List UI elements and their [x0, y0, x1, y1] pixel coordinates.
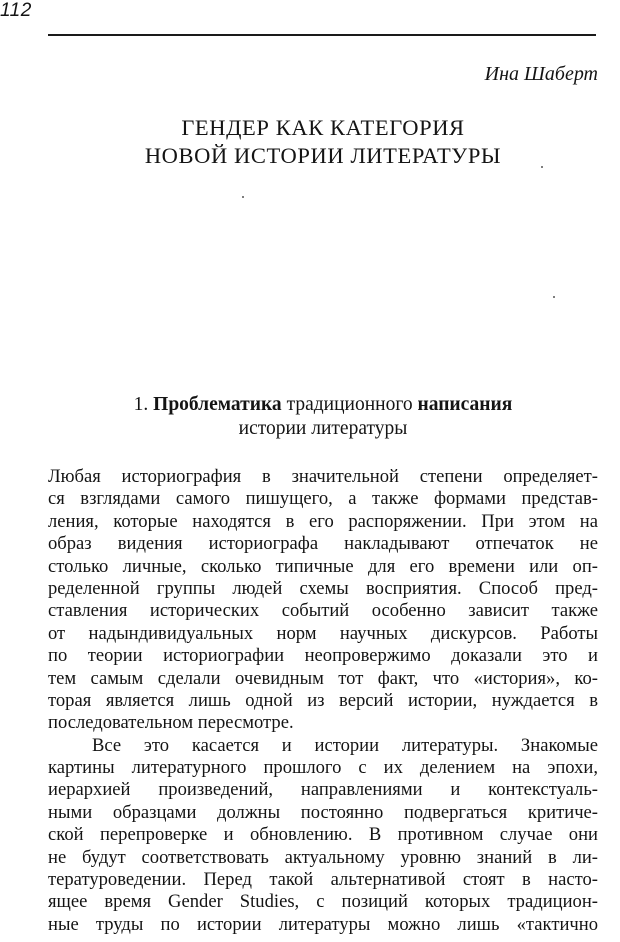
text-line: ставления исторических событий особенно зависит также — [48, 600, 598, 622]
section-heading-line-2: истории литературы — [238, 418, 408, 439]
text-line: тем самым сделали очевидным тот факт, что «история», ко- — [48, 667, 598, 689]
scan-speck — [553, 296, 555, 298]
text-line: ящее время Gender Studies, с позиций которых традицион- — [48, 891, 598, 913]
section-heading-plain: традиционного — [286, 394, 413, 415]
text-line: тературоведении. Перед такой альтернативой стоят в насто- — [48, 869, 598, 891]
text-line: ся взглядами самого пишущего, а также формами представ- — [48, 488, 598, 510]
paragraph — [48, 466, 598, 735]
text-line: ской перепроверке и обновлению. В противном случае они — [48, 824, 598, 846]
section-heading-bold-2: написания — [417, 394, 513, 415]
chapter-title — [48, 114, 598, 170]
text-line: столько личные, сколько типичные для его времени или оп- — [48, 555, 598, 577]
header-rule — [48, 34, 596, 36]
section-heading-bold-1: Проблематика — [153, 394, 282, 415]
chapter-title-line-1: ГЕНДЕР КАК КАТЕГОРИЯ — [181, 115, 465, 140]
section-number: 1. — [133, 394, 149, 415]
text-line: картины литературного прошлого с их делением на эпохи, — [48, 757, 598, 779]
paragraph — [48, 735, 598, 937]
section-heading — [48, 393, 598, 441]
text-line: образ видения историографа накладывают отпечаток не — [48, 533, 598, 555]
text-line: не будут соответствовать актуальному уровню знаний в ли- — [48, 846, 598, 868]
text-line: ления, которые находятся в его распоряжении. При этом на — [48, 510, 598, 532]
page-number: 112 — [0, 0, 32, 21]
section-heading-line-1 — [48, 393, 598, 417]
scan-speck — [242, 196, 244, 198]
chapter-title-line-2: НОВОЙ ИСТОРИИ ЛИТЕРАТУРЫ — [144, 143, 502, 168]
text-line: Все это касается и истории литературы. Знакомые — [92, 734, 598, 756]
text-line: ределенной группы людей схемы восприятия. Способ пред- — [48, 577, 598, 599]
text-line: по теории историографии неопровержимо доказали это и — [48, 645, 598, 667]
text-line: иерархией произведений, направлениями и контекстуаль- — [48, 779, 598, 801]
text-line: ными образцами должны постоянно подвергаться критиче- — [48, 801, 598, 823]
body-text — [48, 466, 598, 936]
text-line: торая является лишь одной из версий истории, нуждается в — [48, 689, 598, 711]
text-line: Любая историография в значительной степени определяет- — [48, 466, 598, 487]
text-line: ные труды по истории литературы можно лишь «тактично — [48, 913, 598, 935]
text-line: от надындивидуальных норм научных дискурсов. Работы — [48, 622, 598, 644]
scan-speck — [541, 166, 543, 168]
text-line: последовательном пересмотре. — [48, 712, 294, 734]
author-name: Ина Шаберт — [484, 63, 598, 85]
